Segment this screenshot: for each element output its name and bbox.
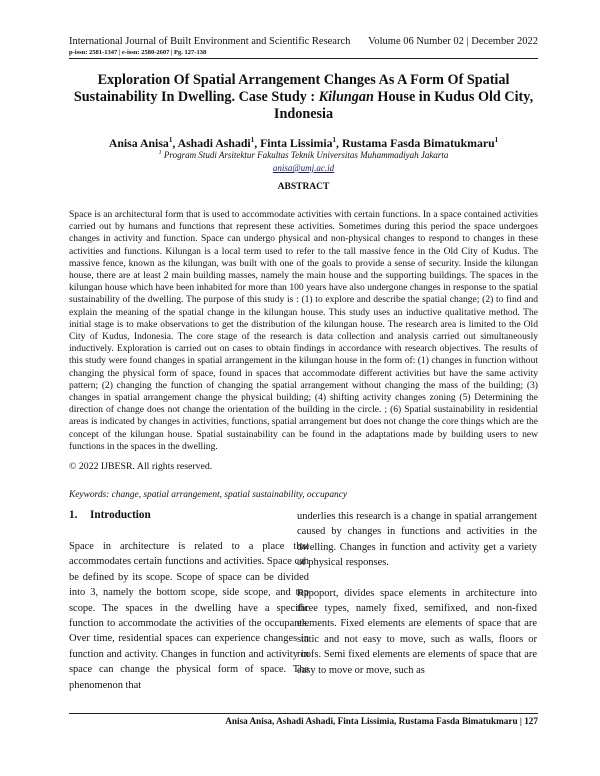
- keywords: [69, 490, 538, 500]
- paragraph: underlies this research is a change in spatial arrangement caused by changes in functions and activities in the dwelling. Changes in function and activity get a variety of physical responses.: [297, 511, 537, 569]
- paragraph: Rapoport, divides space elements in architecture into three types, namely fixed, semifixed, and non-fixed elements. Fixed elements are elements of space that are static and not easy to move, such as walls, floors or roofs. Semi fixed elements are elements of space that are easy to move or move, such as: [297, 587, 537, 676]
- right-column: [297, 509, 537, 678]
- author-1: Anisa Anisa: [108, 136, 169, 150]
- footer-authors: Anisa Anisa, Ashadi Ashadi, Finta Lissimia, Rustama Fasda Bimatukmaru: [225, 716, 518, 726]
- issue-info: Volume 06 Number 02 | December 2022: [368, 36, 538, 47]
- author-2: Ashadi Ashadi: [177, 136, 251, 150]
- section-heading: 1. Introduction: [69, 509, 151, 521]
- copyright-notice: © 2022 IJBESR. All rights reserved.: [69, 461, 213, 472]
- page-footer: [69, 716, 538, 726]
- author-list: Anisa Anisa$^1$, Ashadi Ashadi$^1$, Finta Lissimia$^1$, Rustama Fasda Bimatukmaru$^1$: [108, 136, 499, 150]
- title-line-3: Indonesia: [273, 106, 334, 122]
- issn-line: p-issn: 2581-1347 | e-issn: 2580-2607 | Pg. 127-138: [69, 49, 207, 56]
- abstract-heading: ABSTRACT: [277, 182, 330, 192]
- paper-title: [69, 72, 538, 123]
- paragraph: Space in architecture is related to a place that accommodates certain functions and activities. Space can be defined by its scope. Scope of space can be divided into 3, namely the bottom scope, side scope, and top scope. The spaces in the dwelling have a specific function to accommodate the activities of the occupants. Over time, residential spaces can experience changes in function and activity. Changes in function and activity in space can change the physical form of space. The phenomenon that: [69, 541, 309, 691]
- title-line-2: Sustainability In Dwelling. Case Study : Kilungan House in Kudus Old City,: [73, 89, 534, 105]
- title-line-1: Exploration Of Spatial Arrangement Changes As A Form Of Spatial: [97, 72, 510, 88]
- abstract-body: Space is an architectural form that is used to accommodate activities with certain functions. In a space contained activities carried out by humans and functions that represent these activities. Sometimes during this period the space undergoes changes in activity and function. Space can undergo physical and non-physical changes to respond to changes in these activities and functions. Kilungan is a local term used to refer to the tall massive fence in the Old City of Kudus. The massive fence, known as the kilungan, was built with one of the goals to provide a sense of security. Inside the kilungan house, there are at least 2 main building masses, namely the main house and the supporting buildings. The spaces in the kilungan house which have been inhabited for more than 100 years have also undergone changes in response to the spatial sustainability of the dwelling. The purpose of this study is : (1) to explore and describe the spatial change; (2) to find and explain the meaning of the spatial change in the kilungan house. This study uses an inductive qualitative method. The initial stage is to make observations to get the distribution of the kilungan house. The research area is limited to the Old City of Kudus, Indonesia. The core stage of the research is data collection and analysis carried out simultaneously inductively. Exploration is carried out on cases to obtain findings in accordance with research objectives. The results of this study were found changes in spatial arrangement in the kilungan house in the form of: (1) changes in function without changing the physical form of space, found in spaces that accommodate different activities but have the same activity pattern; (2) changing the function of changing the spatial arrangement without changing the mass of the building; (3) changes in spatial arrangement change the physical building; (4) shifting activity changes zoning (5) Determining the direction of change does not change the orientation of the building in the circle. ; (6) Spatial sustainability in residential areas is indicated by changes in activities, functions, spatial arrangement but does not change the core things which are the concept of the kilungan house. Spatial sustainability can be found in the adaptations made by building users to new functions in the spaces in the dwelling.: [69, 209, 538, 452]
- footer-divider: [69, 713, 538, 714]
- left-column: [69, 539, 309, 693]
- page-number: | 127: [519, 716, 538, 726]
- running-header: [69, 36, 538, 56]
- affiliation: $^1$ Program Studi Arsitektur Fakultas Teknik Universitas Muhammadiyah Jakarta: [158, 150, 449, 160]
- author-4: Rustama Fasda Bimatukmaru: [341, 136, 495, 150]
- keywords-label: Keywords:: [69, 490, 110, 500]
- journal-name: International Journal of Built Environment and Scientific Research: [69, 36, 351, 47]
- header-divider: [69, 58, 538, 59]
- author-3: Finta Lissimia: [260, 136, 333, 150]
- author-email-link[interactable]: anisa@umj.ac.id: [272, 163, 335, 173]
- keywords-text: change, spatial arrangement, spatial sustainability, occupancy: [109, 490, 348, 500]
